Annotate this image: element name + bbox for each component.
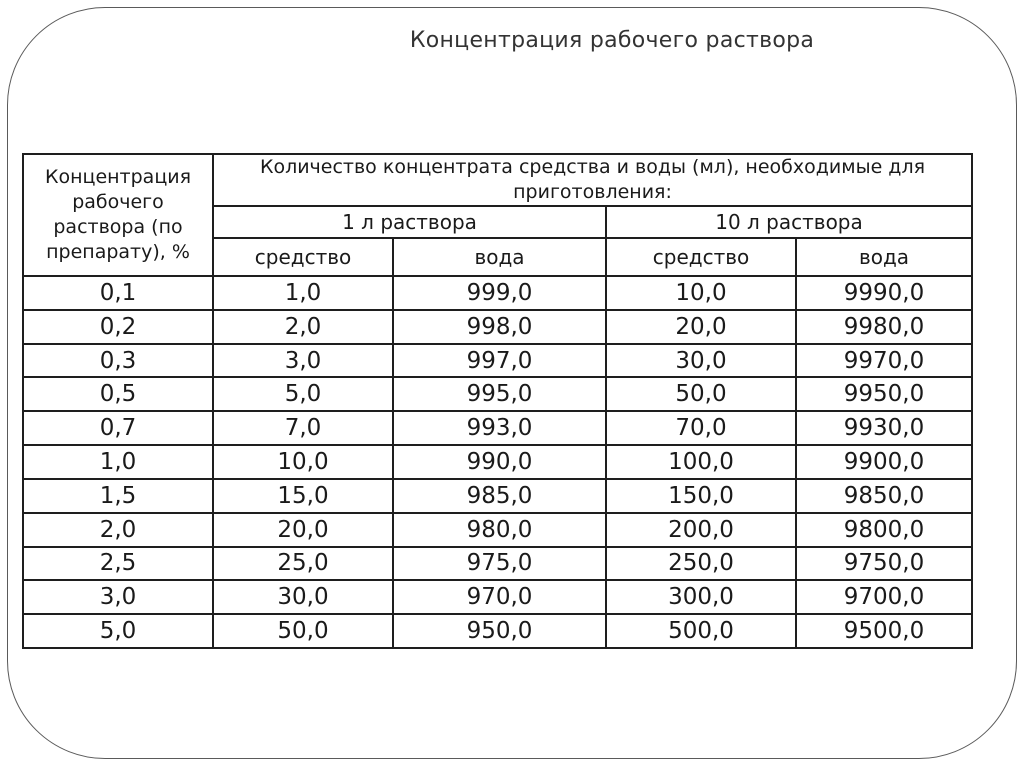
cell-water-10l: 9990,0 xyxy=(796,276,972,310)
cell-water-10l: 9900,0 xyxy=(796,445,972,479)
cell-agent-10l: 70,0 xyxy=(606,411,796,445)
cell-water-1l: 985,0 xyxy=(393,479,606,513)
concentration-table xyxy=(22,153,973,649)
cell-water-10l: 9850,0 xyxy=(796,479,972,513)
cell-water-1l: 950,0 xyxy=(393,614,606,648)
cell-water-10l: 9750,0 xyxy=(796,547,972,581)
header-agent-10l: средство xyxy=(606,238,796,276)
table-row xyxy=(23,310,972,344)
cell-agent-10l: 300,0 xyxy=(606,580,796,614)
header-10l-solution: 10 л раствора xyxy=(606,206,972,238)
cell-concentration: 5,0 xyxy=(23,614,213,648)
table-row xyxy=(23,614,972,648)
cell-water-1l: 993,0 xyxy=(393,411,606,445)
cell-water-10l: 9980,0 xyxy=(796,310,972,344)
header-agent-1l: средство xyxy=(213,238,393,276)
cell-concentration: 2,0 xyxy=(23,513,213,547)
table-row xyxy=(23,479,972,513)
table-header-row xyxy=(23,154,972,206)
cell-concentration: 0,1 xyxy=(23,276,213,310)
slide-title: Концентрация рабочего раствора xyxy=(409,28,815,53)
table-row xyxy=(23,377,972,411)
cell-water-1l: 970,0 xyxy=(393,580,606,614)
cell-agent-10l: 250,0 xyxy=(606,547,796,581)
cell-water-1l: 995,0 xyxy=(393,377,606,411)
cell-agent-10l: 50,0 xyxy=(606,377,796,411)
cell-water-1l: 997,0 xyxy=(393,344,606,378)
table-row xyxy=(23,411,972,445)
cell-water-1l: 990,0 xyxy=(393,445,606,479)
cell-water-1l: 980,0 xyxy=(393,513,606,547)
table-row xyxy=(23,276,972,310)
cell-water-1l: 975,0 xyxy=(393,547,606,581)
cell-agent-1l: 3,0 xyxy=(213,344,393,378)
cell-agent-1l: 10,0 xyxy=(213,445,393,479)
cell-agent-1l: 15,0 xyxy=(213,479,393,513)
cell-agent-10l: 100,0 xyxy=(606,445,796,479)
cell-concentration: 0,5 xyxy=(23,377,213,411)
cell-water-10l: 9700,0 xyxy=(796,580,972,614)
cell-concentration: 1,0 xyxy=(23,445,213,479)
cell-agent-1l: 1,0 xyxy=(213,276,393,310)
cell-water-10l: 9950,0 xyxy=(796,377,972,411)
cell-agent-10l: 20,0 xyxy=(606,310,796,344)
cell-agent-10l: 30,0 xyxy=(606,344,796,378)
cell-water-1l: 998,0 xyxy=(393,310,606,344)
cell-agent-1l: 20,0 xyxy=(213,513,393,547)
cell-agent-1l: 30,0 xyxy=(213,580,393,614)
cell-concentration: 0,2 xyxy=(23,310,213,344)
cell-agent-1l: 50,0 xyxy=(213,614,393,648)
cell-agent-10l: 200,0 xyxy=(606,513,796,547)
table-row xyxy=(23,580,972,614)
table-row xyxy=(23,513,972,547)
cell-agent-1l: 7,0 xyxy=(213,411,393,445)
table-row xyxy=(23,344,972,378)
cell-agent-10l: 500,0 xyxy=(606,614,796,648)
cell-concentration: 1,5 xyxy=(23,479,213,513)
cell-agent-10l: 150,0 xyxy=(606,479,796,513)
cell-concentration: 0,3 xyxy=(23,344,213,378)
cell-water-1l: 999,0 xyxy=(393,276,606,310)
header-water-1l: вода xyxy=(393,238,606,276)
table-row xyxy=(23,445,972,479)
cell-water-10l: 9930,0 xyxy=(796,411,972,445)
cell-concentration: 0,7 xyxy=(23,411,213,445)
cell-agent-1l: 25,0 xyxy=(213,547,393,581)
table-row xyxy=(23,547,972,581)
cell-concentration: 2,5 xyxy=(23,547,213,581)
cell-agent-1l: 2,0 xyxy=(213,310,393,344)
cell-agent-1l: 5,0 xyxy=(213,377,393,411)
header-quantity: Количество концентрата средства и воды (мл), необходимые для приготовления: xyxy=(213,154,972,206)
cell-concentration: 3,0 xyxy=(23,580,213,614)
cell-agent-10l: 10,0 xyxy=(606,276,796,310)
cell-water-10l: 9500,0 xyxy=(796,614,972,648)
header-1l-solution: 1 л раствора xyxy=(213,206,606,238)
cell-water-10l: 9970,0 xyxy=(796,344,972,378)
cell-water-10l: 9800,0 xyxy=(796,513,972,547)
header-concentration: Концентрация рабочего раствора (по препарату), % xyxy=(23,154,213,276)
header-water-10l: вода xyxy=(796,238,972,276)
